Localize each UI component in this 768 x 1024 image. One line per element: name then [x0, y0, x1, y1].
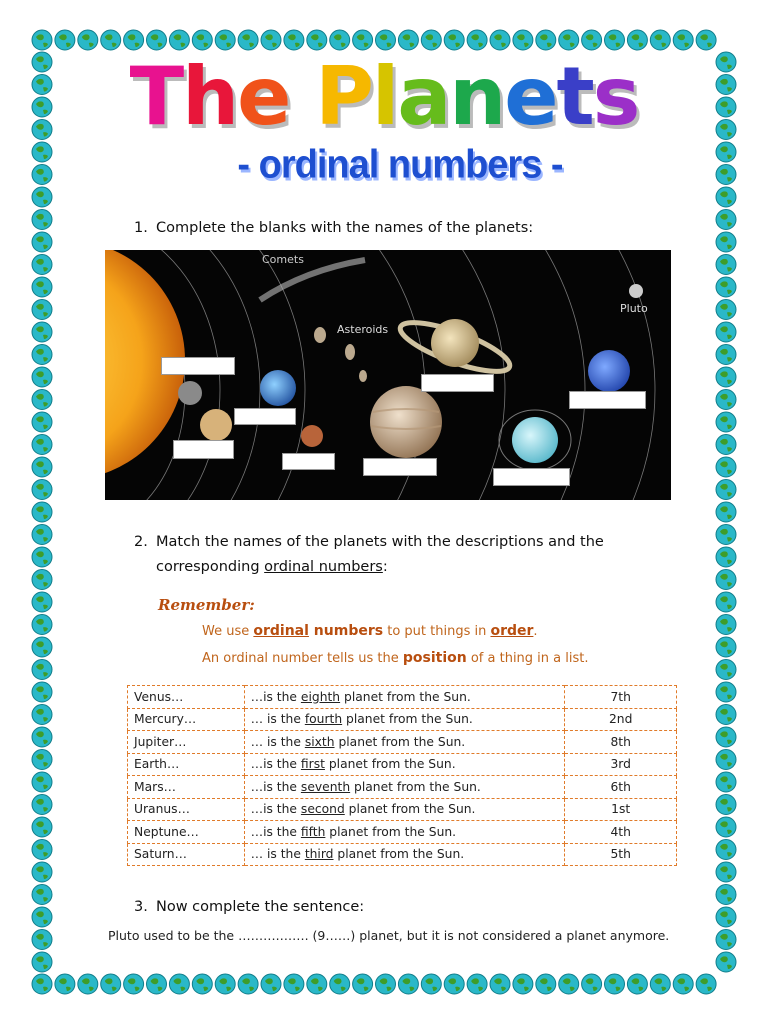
globe-icon: [421, 30, 441, 50]
description-cell: [244, 776, 565, 799]
globe-icon: [716, 187, 736, 207]
globe-icon: [32, 210, 52, 230]
blank-uranus[interactable]: [493, 468, 570, 486]
globe-icon: [124, 974, 144, 994]
pluto: [629, 284, 643, 298]
globe-icon: [32, 705, 52, 725]
globe-icon: [716, 210, 736, 230]
globe-icon: [32, 547, 52, 567]
asteroids-label: Asteroids: [337, 323, 389, 336]
table-row: [128, 753, 677, 776]
globe-icon: [716, 480, 736, 500]
globe-icon: [32, 817, 52, 837]
blank-earth[interactable]: [234, 408, 296, 425]
comet: [260, 260, 365, 300]
title-letter: n: [449, 50, 505, 143]
globe-icon: [330, 974, 350, 994]
globe-icon: [673, 30, 693, 50]
globe-icon: [284, 974, 304, 994]
globe-icon: [716, 390, 736, 410]
globe-icon: [307, 974, 327, 994]
globe-icon: [716, 952, 736, 972]
ordinal-word: eighth: [300, 689, 341, 704]
globe-icon: [376, 30, 396, 50]
table-row: [128, 708, 677, 731]
description-post: planet from the Sun.: [334, 734, 466, 749]
globe-icon: [716, 862, 736, 882]
page-title: [0, 52, 768, 142]
jupiter: [370, 386, 442, 458]
globe-icon: [32, 885, 52, 905]
globe-icon: [32, 660, 52, 680]
question-2-line2-post: :: [382, 559, 388, 575]
globe-icon: [192, 30, 212, 50]
title-letter: t: [556, 50, 593, 143]
remember-heading: Remember:: [158, 596, 255, 614]
description-post: planet from the Sun.: [342, 712, 473, 727]
description-cell: [244, 753, 565, 776]
globe-icon: [716, 727, 736, 747]
description-pre: … is the: [250, 734, 305, 749]
question-3: [134, 899, 364, 915]
globe-icon: [716, 255, 736, 275]
blank-neptune[interactable]: [569, 391, 646, 409]
globe-icon: [716, 592, 736, 612]
globe-icon: [716, 907, 736, 927]
globe-icon: [716, 412, 736, 432]
globe-icon: [32, 435, 52, 455]
globe-icon: [490, 30, 510, 50]
globe-icon: [32, 750, 52, 770]
description-cell: [244, 821, 565, 844]
description-post: planet from the Sun.: [325, 824, 457, 839]
title-letter: s: [592, 50, 639, 143]
globe-icon: [32, 570, 52, 590]
description-post: planet from the Sun.: [333, 847, 465, 862]
globe-icon: [696, 974, 716, 994]
globe-icon: [32, 525, 52, 545]
globe-icon: [32, 345, 52, 365]
table-row: [128, 821, 677, 844]
globe-icon: [696, 30, 716, 50]
globe-icon: [513, 974, 533, 994]
description-pre: …is the: [250, 757, 301, 772]
title-letter: [289, 50, 315, 143]
globe-icon: [55, 974, 75, 994]
table-row: [128, 776, 677, 799]
question-3-number: 3.: [134, 899, 148, 915]
globe-icon: [559, 30, 579, 50]
globe-icon: [398, 974, 418, 994]
pluto-sentence: Pluto used to be the ……….……. (9……) planet, but it is not considered a planet anymore.: [108, 928, 670, 943]
remember-line-1: [202, 623, 538, 639]
ordinal-word: first: [300, 757, 325, 772]
globe-icon: [627, 30, 647, 50]
globe-icon: [215, 974, 235, 994]
table-row: [128, 731, 677, 754]
question-3-text: Now complete the sentence:: [156, 899, 365, 915]
globe-icon: [32, 772, 52, 792]
globe-icon: [32, 840, 52, 860]
planet-cell: Mercury…: [128, 708, 245, 731]
comets-label: Comets: [262, 253, 304, 266]
globe-icon: [32, 390, 52, 410]
globe-icon: [605, 974, 625, 994]
ordinal-number-cell: 4th: [565, 821, 677, 844]
globe-icon: [467, 974, 487, 994]
planet-cell: Mars…: [128, 776, 245, 799]
title-letter: h: [182, 50, 238, 143]
globe-icon: [147, 974, 167, 994]
globe-icon: [716, 570, 736, 590]
blank-venus[interactable]: [173, 440, 234, 459]
globe-icon: [192, 974, 212, 994]
globe-icon: [353, 30, 373, 50]
globe-icon: [32, 277, 52, 297]
question-2-line2-pre: corresponding: [156, 559, 265, 575]
globe-icon: [353, 974, 373, 994]
globe-icon: [32, 637, 52, 657]
planet-cell: Neptune…: [128, 821, 245, 844]
globe-icon: [238, 974, 258, 994]
globe-icon: [169, 974, 189, 994]
ordinal-word: third: [304, 847, 334, 862]
remember-l1-f: .: [533, 624, 538, 639]
blank-mercury[interactable]: [161, 357, 235, 375]
blank-jupiter[interactable]: [363, 458, 437, 476]
ordinal-number-cell: 5th: [565, 843, 677, 866]
ordinal-number-cell: 8th: [565, 731, 677, 754]
ordinal-number-cell: 2nd: [565, 708, 677, 731]
description-pre: … is the: [250, 712, 305, 727]
question-2-number: 2.: [134, 534, 148, 550]
earth: [260, 370, 296, 406]
remember-l1-numbers: numbers: [308, 623, 384, 639]
globe-icon: [32, 682, 52, 702]
ordinal-number-cell: 6th: [565, 776, 677, 799]
title-letter: e: [504, 50, 557, 143]
globe-icon: [716, 345, 736, 365]
globe-icon: [716, 930, 736, 950]
remember-l1-a: We use: [202, 624, 254, 639]
globe-icon: [55, 30, 75, 50]
globe-icon: [215, 30, 235, 50]
globe-icon: [32, 367, 52, 387]
ordinal-word: seventh: [300, 779, 351, 794]
globe-icon: [716, 457, 736, 477]
globe-icon: [398, 30, 418, 50]
title-letter: T: [129, 50, 183, 143]
globe-icon: [261, 30, 281, 50]
globe-icon: [716, 637, 736, 657]
globe-icon: [716, 682, 736, 702]
globe-icon: [582, 30, 602, 50]
globe-icon: [169, 30, 189, 50]
globe-icon: [605, 30, 625, 50]
description-pre: …is the: [250, 779, 301, 794]
pluto-label: Pluto: [620, 302, 648, 315]
match-table: [127, 685, 677, 866]
globe-icon: [716, 660, 736, 680]
planet-cell: Jupiter…: [128, 731, 245, 754]
ordinal-word: fourth: [304, 712, 343, 727]
planet-cell: Saturn…: [128, 843, 245, 866]
globe-icon: [716, 840, 736, 860]
globe-icon: [376, 974, 396, 994]
globe-icon: [536, 974, 556, 994]
globe-icon: [32, 300, 52, 320]
globe-icon: [32, 727, 52, 747]
globe-icon: [330, 30, 350, 50]
remember-l2-position: position: [402, 650, 467, 666]
ordinal-number-cell: 3rd: [565, 753, 677, 776]
description-post: planet from the Sun.: [340, 689, 471, 704]
table-row: [128, 843, 677, 866]
title-letter: e: [237, 50, 290, 143]
question-2: [134, 534, 604, 550]
globe-icon: [101, 30, 121, 50]
globe-icon: [32, 615, 52, 635]
globe-icon: [124, 30, 144, 50]
globe-icon: [238, 30, 258, 50]
question-1-number: 1.: [134, 220, 148, 236]
globe-icon: [716, 232, 736, 252]
globe-icon: [147, 30, 167, 50]
question-2-line2: [156, 559, 388, 575]
globe-icon: [307, 30, 327, 50]
globe-icon: [716, 547, 736, 567]
table-row: [128, 686, 677, 709]
globe-icon: [32, 232, 52, 252]
globe-icon: [582, 974, 602, 994]
globe-icon: [716, 615, 736, 635]
globe-icon: [261, 974, 281, 994]
remember-l2-a: An ordinal number tells us the: [202, 651, 403, 666]
globe-icon: [716, 435, 736, 455]
description-cell: [244, 686, 565, 709]
globe-icon: [716, 817, 736, 837]
globe-icon: [32, 930, 52, 950]
globe-icon: [716, 885, 736, 905]
globe-icon: [421, 974, 441, 994]
globe-icon: [627, 974, 647, 994]
globe-icon: [536, 30, 556, 50]
description-pre: … is the: [250, 847, 305, 862]
blank-saturn[interactable]: [421, 374, 494, 392]
ordinal-word: second: [300, 802, 345, 817]
globe-icon: [559, 974, 579, 994]
globe-icon: [32, 322, 52, 342]
globe-icon: [32, 502, 52, 522]
neptune: [588, 350, 630, 392]
globe-icon: [650, 974, 670, 994]
globe-icon: [32, 795, 52, 815]
question-1-text: Complete the blanks with the names of the planets:: [156, 220, 534, 236]
globe-icon: [32, 862, 52, 882]
globe-icon: [78, 30, 98, 50]
globe-icon: [284, 30, 304, 50]
globe-icon: [101, 974, 121, 994]
ordinal-word: fifth: [300, 824, 326, 839]
globe-icon: [716, 795, 736, 815]
globe-icon: [716, 322, 736, 342]
mercury: [178, 381, 202, 405]
title-letter: l: [371, 50, 398, 143]
remember-l1-ordinal: ordinal: [253, 623, 309, 639]
title-letter: P: [315, 50, 372, 143]
question-1: [134, 220, 533, 236]
globe-icon: [716, 300, 736, 320]
globe-icon: [32, 974, 52, 994]
globe-icon: [716, 525, 736, 545]
globe-icon: [490, 974, 510, 994]
globe-icon: [444, 30, 464, 50]
blank-mars[interactable]: [282, 453, 335, 470]
mars: [301, 425, 323, 447]
ordinal-number-cell: 7th: [565, 686, 677, 709]
globe-icon: [32, 187, 52, 207]
ordinal-number-cell: 1st: [565, 798, 677, 821]
globe-icon: [513, 30, 533, 50]
question-2-line1: Match the names of the planets with the descriptions and the: [156, 534, 604, 550]
globe-icon: [673, 974, 693, 994]
description-cell: [244, 708, 565, 731]
page-subtitle: - ordinal numbers -: [237, 142, 563, 188]
globe-icon: [716, 750, 736, 770]
planet-cell: Earth…: [128, 753, 245, 776]
globe-icon: [78, 974, 98, 994]
globe-icon: [444, 974, 464, 994]
description-pre: …is the: [250, 802, 301, 817]
description-cell: [244, 731, 565, 754]
venus: [200, 409, 232, 441]
globe-icon: [467, 30, 487, 50]
globe-icon: [32, 907, 52, 927]
globe-icon: [716, 772, 736, 792]
globe-icon: [32, 457, 52, 477]
uranus: [512, 417, 558, 463]
description-cell: [244, 843, 565, 866]
globe-icon: [32, 952, 52, 972]
globe-icon: [650, 30, 670, 50]
planet-cell: Uranus…: [128, 798, 245, 821]
globe-icon: [716, 502, 736, 522]
planet-cell: Venus…: [128, 686, 245, 709]
description-post: planet from the Sun.: [350, 779, 481, 794]
saturn: [431, 319, 479, 367]
globe-icon: [32, 412, 52, 432]
question-2-line2-underlined: ordinal numbers: [264, 559, 383, 575]
ordinal-word: sixth: [304, 734, 335, 749]
globe-icon: [716, 277, 736, 297]
globe-icon: [716, 705, 736, 725]
globe-icon: [32, 480, 52, 500]
description-cell: [244, 798, 565, 821]
remember-l1-order: order: [490, 623, 534, 639]
globe-icon: [716, 367, 736, 387]
remember-line-2: [202, 650, 589, 666]
solar-system-diagram: [105, 250, 671, 500]
description-pre: …is the: [250, 689, 301, 704]
table-row: [128, 798, 677, 821]
description-post: planet from the Sun.: [324, 757, 456, 772]
remember-l1-d: to put things in: [383, 624, 491, 639]
description-pre: …is the: [250, 824, 301, 839]
globe-icon: [32, 255, 52, 275]
title-letter: a: [397, 50, 450, 143]
globe-icon: [32, 592, 52, 612]
description-post: planet from the Sun.: [344, 802, 476, 817]
remember-l2-c: of a thing in a list.: [466, 651, 589, 666]
globe-icon: [32, 30, 52, 50]
